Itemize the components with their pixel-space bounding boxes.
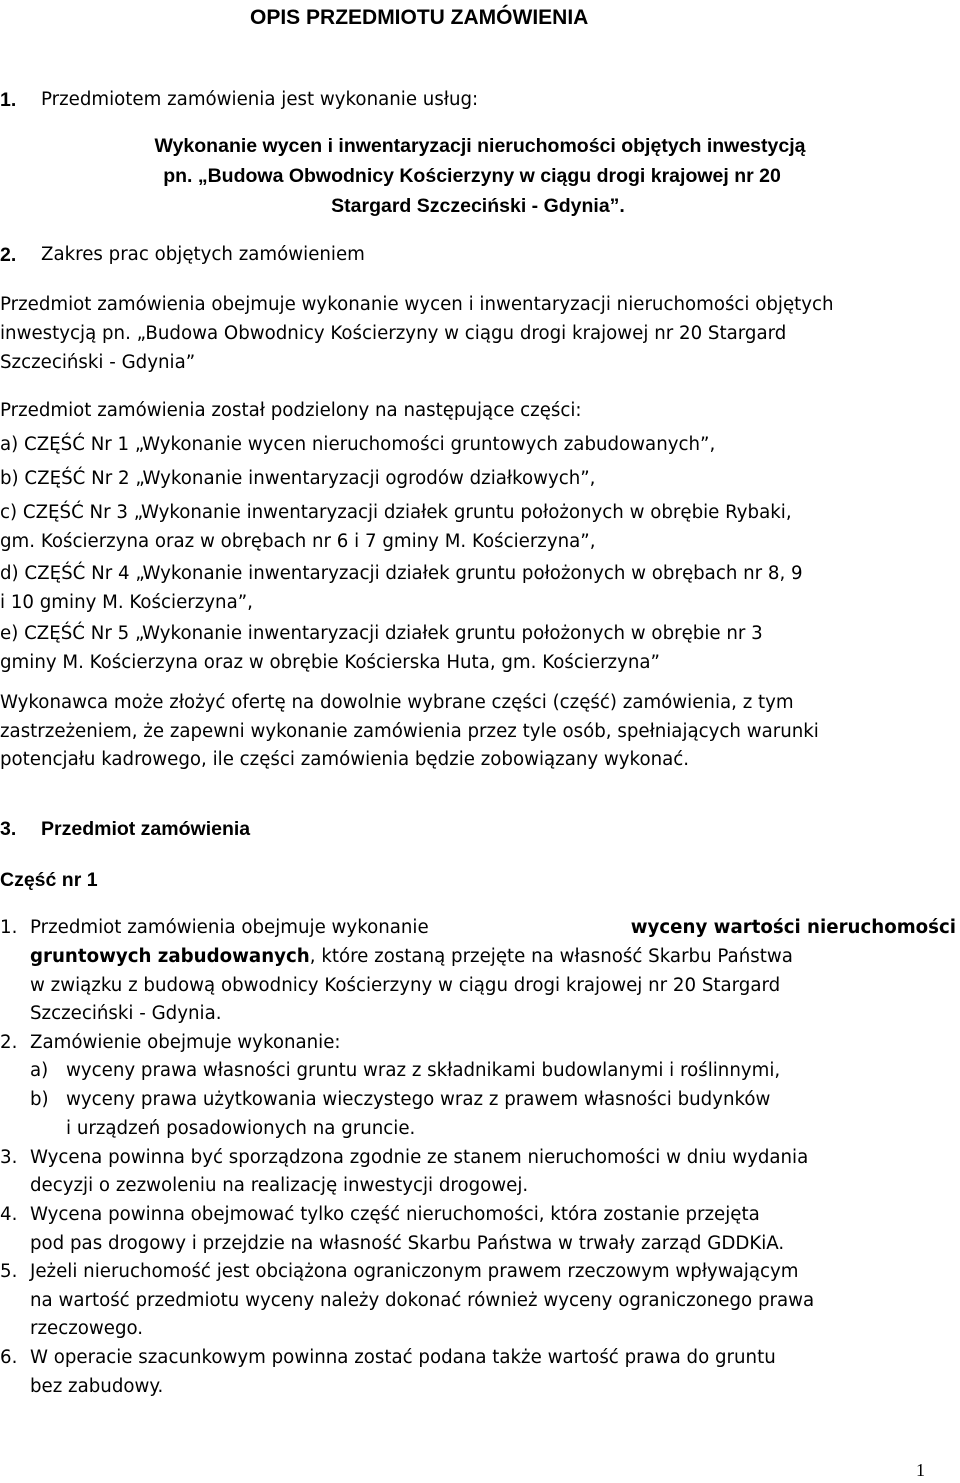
part-a: a) CZĘŚĆ Nr 1 „Wykonanie wycen nieruchomości gruntowych zabudowanych”, [0, 434, 716, 455]
part-d-line-2: i 10 gminy M. Kościerzyna”, [0, 592, 253, 613]
scope-intro-line-2: inwestycją pn. „Budowa Obwodnicy Kościerzyny w ciągu drogi krajowej nr 20 Stargard [0, 323, 787, 344]
part-1-heading: Część nr 1 [0, 869, 98, 891]
contractor-line-2: zastrzeżeniem, że zapewni wykonanie zamówienia przez tyle osób, spełniających warunki [0, 721, 819, 742]
item-1-line-4: Szczeciński - Gdynia. [30, 1003, 222, 1024]
page-number: 1 [916, 1460, 925, 1480]
item-2b-label: b) [30, 1089, 49, 1110]
section-2-number: 2. [0, 244, 17, 266]
part-c-line-1: c) CZĘŚĆ Nr 3 „Wykonanie inwentaryzacji działek gruntu położonych w obrębie Rybaki, [0, 502, 792, 523]
item-6-line-1: W operacie szacunkowym powinna zostać podana także wartość prawa do gruntu [30, 1347, 776, 1368]
subject-line-3: Stargard Szczeciński - Gdynia”. [331, 195, 625, 217]
item-2b-line-2: i urządzeń posadowionych na gruncie. [66, 1118, 416, 1139]
item-2-number: 2. [0, 1032, 18, 1053]
item-5-line-1: Jeżeli nieruchomość jest obciążona ograniczonym prawem rzeczowym wpływającym [30, 1261, 799, 1282]
item-1-line-3: w związku z budową obwodnicy Kościerzyny w ciągu drogi krajowej nr 20 Stargard [30, 975, 781, 996]
item-4-number: 4. [0, 1204, 18, 1225]
item-2a-label: a) [30, 1060, 49, 1081]
scope-intro-line-1: Przedmiot zamówienia obejmuje wykonanie wycen i inwentaryzacji nieruchomości objętych [0, 294, 834, 315]
item-1-line-1 [30, 914, 956, 942]
section-3-number: 3. [0, 818, 17, 840]
item-3-line-2: decyzji o zezwoleniu na realizację inwestycji drogowej. [30, 1175, 529, 1196]
item-1-bold-2: gruntowych zabudowanych [30, 946, 310, 967]
part-e-line-1: e) CZĘŚĆ Nr 5 „Wykonanie inwentaryzacji działek gruntu położonych w obrębie nr 3 [0, 623, 763, 644]
item-4-line-2: pod pas drogowy i przejdzie na własność Skarbu Państwa w trwały zarząd GDDKiA. [30, 1233, 785, 1254]
item-3-number: 3. [0, 1147, 18, 1168]
document-title: OPIS PRZEDMIOTU ZAMÓWIENIA [250, 6, 589, 29]
item-3-line-1: Wycena powinna być sporządzona zgodnie ze stanem nieruchomości w dniu wydania [30, 1147, 809, 1168]
parts-intro: Przedmiot zamówienia został podzielony na następujące części: [0, 400, 582, 421]
item-5-line-2: na wartość przedmiotu wyceny należy dokonać również wyceny ograniczonego prawa [30, 1290, 815, 1311]
item-2a-text: wyceny prawa własności gruntu wraz z składnikami budowlanymi i roślinnymi, [66, 1060, 781, 1081]
part-b: b) CZĘŚĆ Nr 2 „Wykonanie inwentaryzacji ogrodów działkowych”, [0, 468, 596, 489]
part-e-line-2: gminy M. Kościerzyna oraz w obrębie Kościerska Huta, gm. Kościerzyna” [0, 652, 660, 673]
contractor-line-1: Wykonawca może złożyć ofertę na dowolnie wybrane części (część) zamówienia, z tym [0, 692, 794, 713]
item-5-number: 5. [0, 1261, 18, 1282]
item-6-number: 6. [0, 1347, 18, 1368]
item-2b-line-1: wyceny prawa użytkowania wieczystego wraz z prawem własności budynków [66, 1089, 771, 1110]
item-5-line-3: rzeczowego. [30, 1318, 144, 1339]
subject-line-2: pn. „Budowa Obwodnicy Kościerzyny w ciągu drogi krajowej nr 20 [163, 165, 781, 187]
item-4-line-1: Wycena powinna obejmować tylko część nieruchomości, która zostanie przejęta [30, 1204, 760, 1225]
scope-intro-line-3: Szczeciński - Gdynia” [0, 352, 196, 373]
item-1-number: 1. [0, 917, 18, 938]
section-3-heading: Przedmiot zamówienia [41, 818, 251, 840]
item-1-text-2: , które zostaną przejęte na własność Skarbu Państwa [309, 946, 793, 967]
item-1-text-a: Przedmiot zamówienia obejmuje wykonanie [30, 917, 429, 938]
item-1-line-2 [30, 943, 793, 971]
part-c-line-2: gm. Kościerzyna oraz w obrębach nr 6 i 7 gminy M. Kościerzyna”, [0, 531, 596, 552]
item-1-text-b: wyceny wartości nieruchomości [630, 917, 956, 938]
subject-line-1: Wykonanie wycen i inwentaryzacji nieruchomości objętych inwestycją [154, 135, 806, 157]
item-2-text: Zamówienie obejmuje wykonanie: [30, 1032, 341, 1053]
item-6-line-2: bez zabudowy. [30, 1376, 164, 1397]
part-d-line-1: d) CZĘŚĆ Nr 4 „Wykonanie inwentaryzacji działek gruntu położonych w obrębach nr 8, 9 [0, 563, 803, 584]
section-1-heading: Przedmiotem zamówienia jest wykonanie usług: [41, 89, 479, 110]
section-2-heading: Zakres prac objętych zamówieniem [41, 244, 365, 265]
section-1-number: 1. [0, 89, 17, 111]
contractor-line-3: potencjału kadrowego, ile części zamówienia będzie zobowiązany wykonać. [0, 749, 690, 770]
